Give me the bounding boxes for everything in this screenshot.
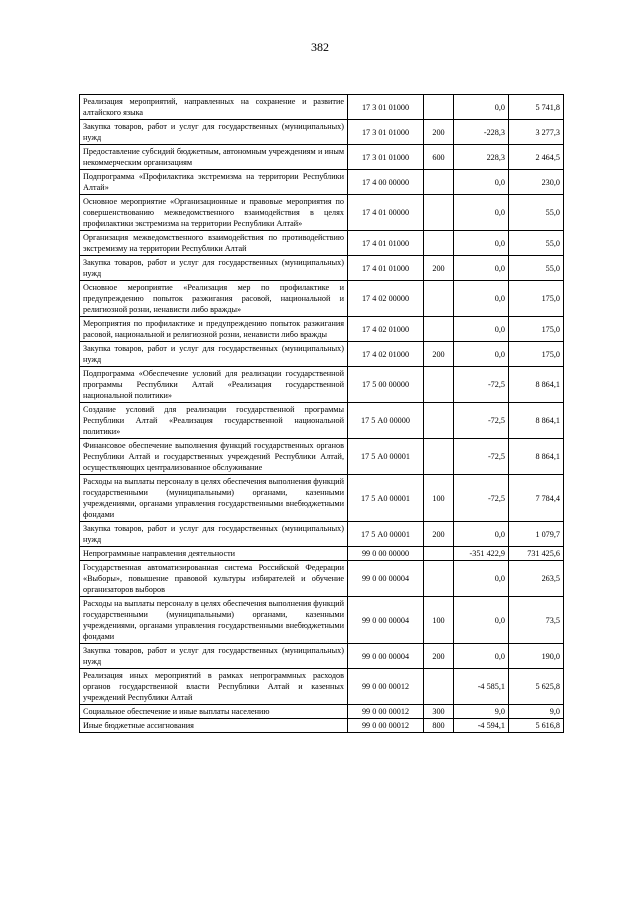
row-expense-type-cell: 200 (424, 342, 454, 367)
row-name-cell: Иные бюджетные ассигнования (80, 719, 348, 733)
row-name-cell: Государственная автоматизированная система Российской Федерации «Выборы», повышение правовой культуры избирателей и обучение организаторов выборов (80, 561, 348, 597)
row-change-cell: -72,5 (454, 439, 509, 475)
row-change-cell: 0,0 (454, 170, 509, 195)
row-code-cell: 17 5 00 00000 (348, 367, 424, 403)
row-name-cell: Организация межведомственного взаимодействия по противодействию экстремизму на территории Республики Алтай (80, 231, 348, 256)
row-total-cell: 190,0 (509, 644, 564, 669)
row-total-cell: 7 784,4 (509, 475, 564, 522)
table-row (80, 439, 564, 475)
row-total-cell: 8 864,1 (509, 403, 564, 439)
table-row (80, 561, 564, 597)
table-row (80, 256, 564, 281)
budget-table (79, 94, 564, 733)
row-expense-type-cell (424, 281, 454, 317)
row-change-cell: 0,0 (454, 195, 509, 231)
row-expense-type-cell (424, 561, 454, 597)
row-code-cell: 99 0 00 00004 (348, 644, 424, 669)
table-row (80, 281, 564, 317)
row-total-cell: 5 616,8 (509, 719, 564, 733)
row-name-cell: Закупка товаров, работ и услуг для государственных (муниципальных) нужд (80, 522, 348, 547)
row-code-cell: 17 5 А0 00001 (348, 439, 424, 475)
row-change-cell: -4 585,1 (454, 669, 509, 705)
row-total-cell: 731 425,6 (509, 547, 564, 561)
row-name-cell: Непрограммные направления деятельности (80, 547, 348, 561)
row-total-cell: 175,0 (509, 281, 564, 317)
table-row (80, 705, 564, 719)
row-expense-type-cell (424, 403, 454, 439)
row-name-cell: Мероприятия по профилактике и предупреждению попыток разжигания расовой, национальной и религиозной розни, ненависти либо вражды (80, 317, 348, 342)
row-change-cell: -72,5 (454, 403, 509, 439)
row-change-cell: 0,0 (454, 95, 509, 120)
row-total-cell: 175,0 (509, 342, 564, 367)
row-name-cell: Закупка товаров, работ и услуг для государственных (муниципальных) нужд (80, 644, 348, 669)
row-code-cell: 17 3 01 01000 (348, 120, 424, 145)
table-row (80, 475, 564, 522)
row-code-cell: 99 0 00 00012 (348, 669, 424, 705)
row-total-cell: 55,0 (509, 231, 564, 256)
row-code-cell: 99 0 00 00004 (348, 561, 424, 597)
row-name-cell: Предоставление субсидий бюджетным, автономным учреждениям и иным некоммерческим организациям (80, 145, 348, 170)
row-change-cell: 0,0 (454, 342, 509, 367)
row-code-cell: 17 4 01 00000 (348, 195, 424, 231)
row-total-cell: 1 079,7 (509, 522, 564, 547)
row-expense-type-cell (424, 170, 454, 195)
row-code-cell: 17 4 02 00000 (348, 281, 424, 317)
row-code-cell: 17 4 00 00000 (348, 170, 424, 195)
row-total-cell: 9,0 (509, 705, 564, 719)
table-row (80, 547, 564, 561)
row-name-cell: Подпрограмма «Профилактика экстремизма на территории Республики Алтай» (80, 170, 348, 195)
budget-table-body (80, 95, 564, 733)
row-total-cell: 73,5 (509, 597, 564, 644)
row-change-cell: -72,5 (454, 367, 509, 403)
row-total-cell: 5 741,8 (509, 95, 564, 120)
row-expense-type-cell: 200 (424, 522, 454, 547)
table-row (80, 522, 564, 547)
table-row (80, 170, 564, 195)
row-code-cell: 99 0 00 00012 (348, 719, 424, 733)
row-code-cell: 17 5 А0 00001 (348, 522, 424, 547)
row-expense-type-cell (424, 669, 454, 705)
row-change-cell: -72,5 (454, 475, 509, 522)
row-name-cell: Основное мероприятие «Организационные и правовые мероприятия по совершенствованию межведомственного взаимодействия в целях профилактики экстремизма на территории Республики Алтай» (80, 195, 348, 231)
row-name-cell: Подпрограмма «Обеспечение условий для реализации государственной программы Республики Алтай «Реализация государственной национальной политики» (80, 367, 348, 403)
table-row (80, 597, 564, 644)
row-code-cell: 17 4 02 01000 (348, 317, 424, 342)
row-expense-type-cell (424, 195, 454, 231)
row-code-cell: 17 4 01 01000 (348, 231, 424, 256)
table-row (80, 120, 564, 145)
row-total-cell: 263,5 (509, 561, 564, 597)
row-change-cell: 0,0 (454, 317, 509, 342)
row-expense-type-cell: 600 (424, 145, 454, 170)
row-expense-type-cell: 800 (424, 719, 454, 733)
row-expense-type-cell: 100 (424, 475, 454, 522)
row-change-cell: -228,3 (454, 120, 509, 145)
row-total-cell: 55,0 (509, 195, 564, 231)
row-name-cell: Создание условий для реализации государственной программы Республики Алтай «Реализация государственной национальной политики» (80, 403, 348, 439)
row-expense-type-cell (424, 317, 454, 342)
row-total-cell: 8 864,1 (509, 439, 564, 475)
table-row (80, 231, 564, 256)
row-total-cell: 230,0 (509, 170, 564, 195)
row-total-cell: 5 625,8 (509, 669, 564, 705)
row-expense-type-cell: 200 (424, 644, 454, 669)
row-change-cell: 228,3 (454, 145, 509, 170)
table-row (80, 644, 564, 669)
row-name-cell: Социальное обеспечение и иные выплаты населению (80, 705, 348, 719)
row-name-cell: Расходы на выплаты персоналу в целях обеспечения выполнения функций государственными (муниципальными) органами, казенными учреждениями, органами управления государственными внебюджетными фондами (80, 475, 348, 522)
row-expense-type-cell: 200 (424, 120, 454, 145)
page-number: 382 (311, 40, 329, 54)
row-total-cell: 8 864,1 (509, 367, 564, 403)
row-name-cell: Закупка товаров, работ и услуг для государственных (муниципальных) нужд (80, 256, 348, 281)
row-code-cell: 17 3 01 01000 (348, 95, 424, 120)
row-expense-type-cell (424, 231, 454, 256)
table-row (80, 317, 564, 342)
row-name-cell: Реализация мероприятий, направленных на сохранение и развитие алтайского языка (80, 95, 348, 120)
row-expense-type-cell: 200 (424, 256, 454, 281)
row-change-cell: 0,0 (454, 561, 509, 597)
row-name-cell: Финансовое обеспечение выполнения функций государственных органов Республики Алтай и государственных учреждений Республики Алтай, осуществляющих централизованное обслуживание (80, 439, 348, 475)
row-code-cell: 99 0 00 00000 (348, 547, 424, 561)
row-change-cell: -351 422,9 (454, 547, 509, 561)
row-name-cell: Закупка товаров, работ и услуг для государственных (муниципальных) нужд (80, 342, 348, 367)
table-row (80, 342, 564, 367)
row-total-cell: 3 277,3 (509, 120, 564, 145)
row-change-cell: 0,0 (454, 597, 509, 644)
row-name-cell: Основное мероприятие «Реализация мер по профилактике и предупреждению попыток разжигания расовой, национальной и религиозной розни, ненависти либо вражды» (80, 281, 348, 317)
table-row (80, 367, 564, 403)
row-change-cell: 0,0 (454, 522, 509, 547)
row-code-cell: 17 4 02 01000 (348, 342, 424, 367)
row-code-cell: 99 0 00 00004 (348, 597, 424, 644)
table-row (80, 403, 564, 439)
row-change-cell: 0,0 (454, 644, 509, 669)
row-expense-type-cell (424, 439, 454, 475)
row-expense-type-cell: 300 (424, 705, 454, 719)
row-change-cell: 0,0 (454, 256, 509, 281)
row-expense-type-cell: 100 (424, 597, 454, 644)
table-row (80, 719, 564, 733)
row-change-cell: 9,0 (454, 705, 509, 719)
table-row (80, 145, 564, 170)
row-code-cell: 99 0 00 00012 (348, 705, 424, 719)
row-expense-type-cell (424, 95, 454, 120)
row-expense-type-cell (424, 547, 454, 561)
row-change-cell: 0,0 (454, 281, 509, 317)
row-code-cell: 17 4 01 01000 (348, 256, 424, 281)
row-change-cell: 0,0 (454, 231, 509, 256)
table-row (80, 195, 564, 231)
row-code-cell: 17 3 01 01000 (348, 145, 424, 170)
row-expense-type-cell (424, 367, 454, 403)
row-total-cell: 2 464,5 (509, 145, 564, 170)
row-code-cell: 17 5 А0 00000 (348, 403, 424, 439)
row-total-cell: 175,0 (509, 317, 564, 342)
row-name-cell: Реализация иных мероприятий в рамках непрограммных расходов органов государственной власти Республики Алтай и казенных учреждений Республики Алтай (80, 669, 348, 705)
row-name-cell: Расходы на выплаты персоналу в целях обеспечения выполнения функций государственными (муниципальными) органами, казенными учреждениями, органами управления государственными внебюджетными фондами (80, 597, 348, 644)
row-total-cell: 55,0 (509, 256, 564, 281)
table-row (80, 95, 564, 120)
table-row (80, 669, 564, 705)
row-code-cell: 17 5 А0 00001 (348, 475, 424, 522)
row-name-cell: Закупка товаров, работ и услуг для государственных (муниципальных) нужд (80, 120, 348, 145)
row-change-cell: -4 594,1 (454, 719, 509, 733)
